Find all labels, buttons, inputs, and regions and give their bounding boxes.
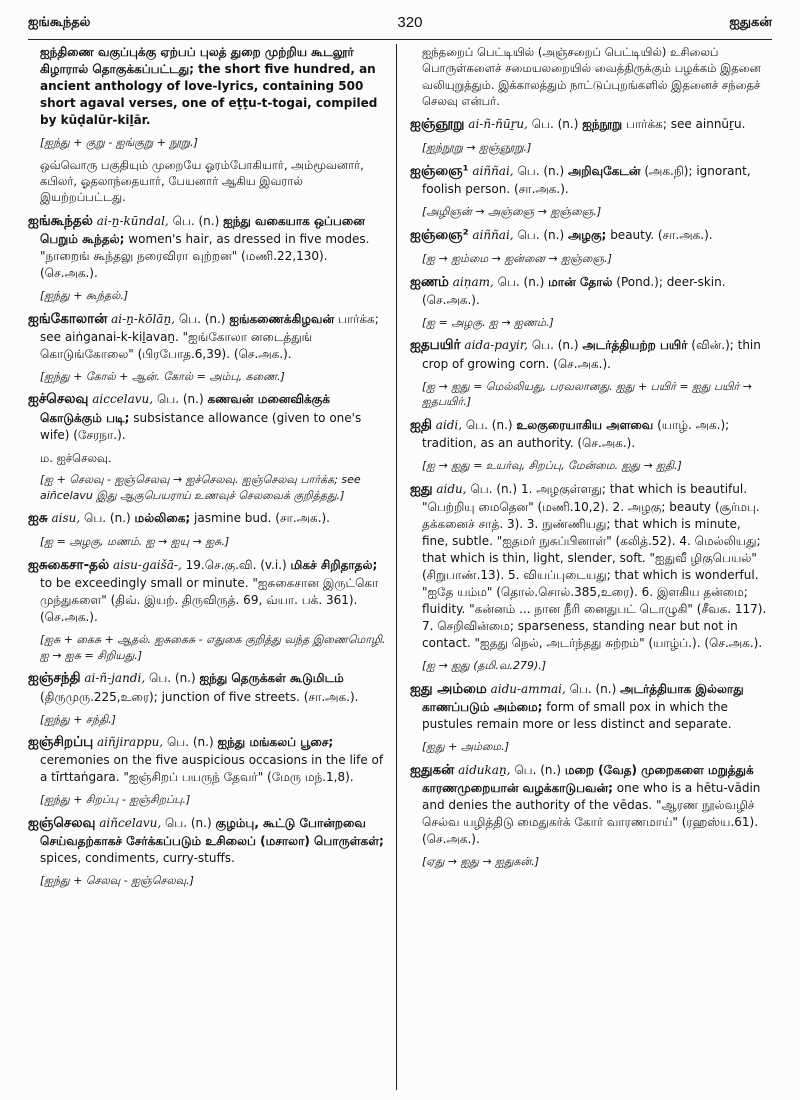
tamil-meaning: அழகு;	[567, 227, 607, 242]
headword: ஐசுகைசா-தல்	[28, 556, 110, 573]
dictionary-entry	[28, 669, 388, 705]
part-of-speech: பெ. (n.)	[497, 274, 545, 289]
transliteration: aisu,	[51, 511, 81, 526]
part-of-speech: 19.செ.கு.வி. (v.i.)	[185, 557, 287, 572]
definition: பார்க்க; see aiṅganai-k-kiḻavaṉ. "ஐங்கோலா னடைத்துங் கொடுங்கோலை" (பிரபோத.6,39). (செ.அக.).	[40, 311, 379, 361]
headword: ஐங்கோலான்	[28, 310, 108, 327]
tamil-meaning: மிகச் சிறிதாதல்;	[290, 557, 378, 572]
part-of-speech: பெ. (n.)	[84, 511, 131, 526]
headword: ஐது அம்மை	[410, 680, 487, 697]
headword: ஐதபயிர்	[410, 337, 461, 354]
etymology: [ஐ = அழகு. ஐ → ஐணம்.]	[422, 315, 554, 329]
tamil-meaning: ஐந்நூறு	[582, 117, 623, 132]
tamil-meaning: ஐந்து மங்கலப் பூசை;	[217, 735, 334, 750]
header-right-guide-word: ஐதுகன்	[729, 14, 772, 30]
etymology: [ஏது → ஐது → ஐதுகன்.]	[422, 854, 540, 868]
tamil-meaning: அடர்த்தியற்ற பயிர்	[582, 338, 688, 353]
etymology: [ஐ → ஐது (தமி.வ.279).]	[422, 659, 547, 673]
etymology: [ஐந்து + கூந்தல்.]	[40, 289, 129, 302]
tamil-meaning: குழம்பு, கூட்டு போன்றவை செய்வதற்காகச் சேர்க்கப்படும் உசிலைப் (மசாலா) பொருள்கள்;	[40, 816, 384, 849]
tamil-meaning: மான் தோல்	[548, 274, 613, 289]
column-divider	[396, 44, 397, 1090]
headword: ஐசு	[28, 510, 48, 527]
tamil-meaning: ஐங்கணைக்கிழவன்	[229, 311, 335, 326]
dictionary-entry	[28, 310, 388, 363]
definition: women's hair, as dressed in five modes. "நாறைங் கூந்தலு நரைவிரா வுற்றன" (மணி.22,130). (செ.அக.).	[40, 231, 370, 280]
etymology: [ஐசு + கைசு + ஆதல். ஐசுகைசு - எதுகை குறித்து வந்த இணைமொழி. ஐ → ஐசு = சிறியது.]	[40, 633, 386, 662]
headword: ஐதுகன்	[410, 761, 455, 778]
definition: (யாழ். அக.); tradition, as an authority. (செ.அக.).	[422, 417, 730, 450]
entry-note: ஒவ்வொரு பகுதியும் முறையே ஓரம்போகியார், அம்மூவனார், கபிலர், ஓதலாந்தையார், பேயனார் ஆகிய இவரால் இயற்றப்பட்டது.	[40, 157, 364, 205]
part-of-speech: பெ. (n.)	[470, 481, 518, 496]
part-of-speech: பெ. (n.)	[156, 392, 204, 407]
etymology: [ஐ → ஐம்மை → ஐன்னை → ஐஞ்ஞை.]	[422, 252, 612, 266]
dictionary-entry	[410, 680, 770, 733]
definition: (அக.நி); ignorant, foolish person. (சா.அக.).	[422, 164, 751, 197]
definition: பார்க்க; see ainnūṟu.	[626, 117, 746, 132]
transliteration: aidukaṉ,	[458, 762, 511, 777]
etymology: [ஐந்து + சந்தி.]	[40, 712, 116, 726]
transliteration: ai-ṉ-kōlāṉ,	[111, 311, 175, 326]
definition: jasmine bud. (சா.அக.).	[194, 511, 330, 526]
headword: ஐது	[410, 480, 433, 497]
transliteration: aiñjirappu,	[97, 735, 164, 750]
part-of-speech: பெ. (n.)	[517, 164, 565, 179]
tamil-meaning: மல்லிகை;	[134, 511, 191, 526]
tamil-meaning: மறை (வேத) முறைகளை மறுத்துக் காரணமுறையான் வழக்காடுபவன்;	[422, 762, 754, 795]
headword: ஐஞ்ஞை²	[410, 226, 469, 243]
dictionary-entry	[410, 761, 770, 848]
transliteration: ai-ñ-ñūṟu,	[468, 117, 528, 132]
definition: subsistance allowance (given to one's wife) (சேரநா.).	[40, 410, 362, 442]
dictionary-entry	[410, 336, 770, 372]
header-rule	[28, 39, 772, 40]
etymology: [ஐ + செலவு - ஐஞ்செலவு → ஐச்செலவு. ஐஞ்செலவு பார்க்க; see aiñcelavu இது ஆகுபெயராய் உணவுச் செலவைக் குறித்தது.]	[40, 472, 361, 502]
tamil-meaning: அறிவுகேடன்	[567, 164, 641, 179]
headword: ஐஞ்ஞை¹	[410, 163, 469, 180]
dictionary-entry	[28, 390, 388, 443]
transliteration: aiñcelavu,	[99, 816, 162, 831]
dictionary-entry	[410, 480, 770, 652]
part-of-speech: பெ. (n.)	[166, 735, 214, 750]
definition: form of small pox in which the pustules remain more or less distinct and separate.	[422, 699, 732, 731]
definition: spices, condiments, curry-stuffs.	[40, 851, 235, 866]
etymology: [ஐந்து + குறு - ஐங்குறு + நூறு.]	[40, 136, 198, 150]
tamil-meaning: கணவன் மனைவிக்குக் கொடுக்கும் படி;	[40, 392, 330, 425]
part-of-speech: பெ. (n.)	[148, 671, 196, 686]
etymology: [ஐ → ஐது = உயர்வு, சிறப்பு, மேன்மை. ஐது → ஐதி.]	[422, 459, 682, 473]
part-of-speech: பெ. (n.)	[531, 117, 579, 132]
headword: ஐங்கூந்தல்	[28, 212, 93, 229]
dictionary-entry	[28, 509, 388, 528]
part-of-speech: பெ. (n.)	[514, 762, 561, 777]
etymology: [ஐந்து + செலவு - ஐஞ்செலவு.]	[40, 874, 194, 888]
headword: ஐஞ்சிறப்பு	[28, 734, 94, 751]
headword: ஐஞ்சந்தி	[28, 670, 81, 687]
definition: 1. அழகுள்ளது; that which is beautiful. "பெற்றியு மைதென" (மணி.10,2). 2. அழகு; beauty (சூர்மபு. தக்கனைச் சாத். 3). 3. நுண்ணியது; that which is minute, fine, subtle. "ஐதமர் நுசுப்பினாள்" (கலித்.52). 4. மெல்லியது; that which is thin, light, slender, soft. "ஐதுவீ ழிகுபெயல்" (சிறுபாண்.13). 5. வியப்புடையது; that which is wonderful. "ஐதே யம்ம" (தொல்.சொல்.385,உரை). 6. இளகிய தன்மை; fluidity. "கன்னம் ... நான நீரி னைதுபட் டொழுகி" (சீவக. 117). 7. செறிவின்மை; sparseness, standing near but not in contact. "ஐதது நெல், அடர்ந்தது சுற்றம்" (யாழ்ப்.). (செ.அக.).	[422, 481, 767, 651]
entry-continuation: ஐந்திணை வகுப்புக்கு ஏற்பப் புலத் துறை முற்றிய கூடலூர் கிழாரால் தொகுக்கப்பட்டது; the short five hundred, an ancient anthology of love-lyrics, containing 500 short agaval verses, one of eṭṭu-t-togai, compiled by kūḍalūr-kiḻār.	[40, 45, 378, 128]
headword: ஐணம்	[410, 273, 449, 290]
etymology: [ஐந்நூறு → ஐஞ்ஞூறு.]	[422, 141, 532, 155]
left-column	[28, 44, 388, 1092]
transliteration: aiññai,	[472, 227, 514, 242]
entry-note: ம. ஐச்செலவு.	[40, 450, 112, 465]
headword: ஐஞ்ஞூறு	[410, 116, 465, 133]
part-of-speech: பெ. (n.)	[465, 417, 513, 432]
definition: ceremonies on the five auspicious occasions in the life of a tīrttaṅgara. "ஐஞ்சிறப் பயருந் தேவர்" (மேரு மந்.1,8).	[40, 753, 384, 785]
part-of-speech: பெ. (n.)	[164, 816, 212, 831]
etymology: [ஐந்து + சிறப்பு - ஐஞ்சிறப்பு.]	[40, 793, 191, 807]
transliteration: aidi,	[435, 417, 463, 432]
headword: ஐதி	[410, 416, 432, 433]
definition: beauty. (சா.அக.).	[610, 227, 713, 242]
page-number: 320	[397, 14, 423, 32]
definition: (திருமுரு.225,உரை); junction of five streets. (சா.அக.).	[40, 689, 359, 704]
etymology: [அழிஞன் → அஞ்ஞை → ஐஞ்ஞை.]	[422, 205, 602, 219]
dictionary-entry	[410, 115, 770, 134]
definition: to be exceedingly small or minute. "ஐசுகைசான இருட்கொ முந்துகளை" (திவ். இயற். திருவிருத். 69, வ்யா. பக். 361). (செ.அக.).	[40, 576, 379, 625]
definition: (Pond.); deer-skin. (செ.அக.).	[422, 274, 726, 307]
transliteration: ai-ṉ-kūndal,	[96, 213, 169, 228]
entry-note: ஐந்தறைப் பெட்டியில் (அஞ்சறைப் பெட்டியில்) உசிலைப் பொருள்களைச் சமையலறையில் வைத்திருக்கும் பழக்கம் இதனை வலியுறுத்தும். இக்காலத்தும் நாட்டுப்புறங்களில் இதனைச் சந்தைச் செலவு என்பர்.	[422, 45, 761, 108]
tamil-meaning: ஐந்து தெருக்கள் கூடுமிடம்	[199, 671, 344, 686]
tamil-meaning: ஐந்து வகையாக ஒப்பனை பெறும் கூந்தல்;	[40, 213, 365, 246]
dictionary-entry	[28, 212, 388, 282]
right-column	[410, 44, 770, 1092]
headword: ஐச்செலவு	[28, 391, 89, 408]
transliteration: aidu-ammai,	[490, 681, 566, 696]
dictionary-entry	[28, 814, 388, 867]
part-of-speech: பெ. (n.)	[531, 338, 579, 353]
dictionary-entry	[28, 733, 388, 786]
transliteration: aiññai,	[472, 164, 514, 179]
part-of-speech: பெ. (n.)	[517, 227, 565, 242]
etymology: [ஐந்து + கோல் + ஆன். கோல் = அம்பு, கணை.]	[40, 369, 285, 383]
dictionary-entry	[410, 416, 770, 452]
dictionary-entry	[28, 556, 388, 626]
part-of-speech: பெ. (n.)	[569, 681, 617, 696]
etymology: [ஐ = அழகு, மணம். ஐ → ஐயு → ஐசு.]	[40, 535, 230, 549]
tamil-meaning: அடர்த்தியாக இல்லாது காணப்படும் அம்மை;	[422, 681, 744, 714]
etymology: [ஐ → ஐது = மெல்லியது, பரவலானது. ஐது + பயிர் = ஐது பயிர் → ஐதபயிர்.]	[422, 379, 752, 409]
transliteration: aiccelavu,	[92, 392, 154, 407]
transliteration: ai-ñ-jandi,	[84, 671, 146, 686]
tamil-meaning: உலகுரையாகிய அளவை	[516, 417, 654, 432]
part-of-speech: பெ. (n.)	[172, 213, 220, 228]
transliteration: aidu,	[436, 481, 467, 496]
transliteration: aida-payir,	[464, 338, 528, 353]
definition: one who is a hētu-vādin and denies the authority of the vēdas. "ஆரண நூல்வழிச் செல்வ யழித்திடு மைதுகர்க் கோர் வாரணமாய்" (ரஹஸ்ய.61). (செ.அக.).	[422, 780, 761, 846]
part-of-speech: பெ. (n.)	[178, 311, 226, 326]
headword: ஐஞ்செலவு	[28, 815, 96, 832]
etymology: [ஐது + அம்மை.]	[422, 739, 509, 753]
definition: (வின்.); thin crop of growing corn. (செ.அக.).	[422, 338, 761, 371]
dictionary-entry	[410, 226, 770, 245]
dictionary-entry	[410, 273, 770, 309]
dictionary-entry	[410, 162, 770, 198]
header-left-guide-word: ஐங்கூந்தல்	[28, 14, 91, 30]
transliteration: aiṇam,	[452, 274, 494, 289]
page-header	[28, 10, 772, 36]
transliteration: aisu-gaišā-,	[113, 557, 182, 572]
